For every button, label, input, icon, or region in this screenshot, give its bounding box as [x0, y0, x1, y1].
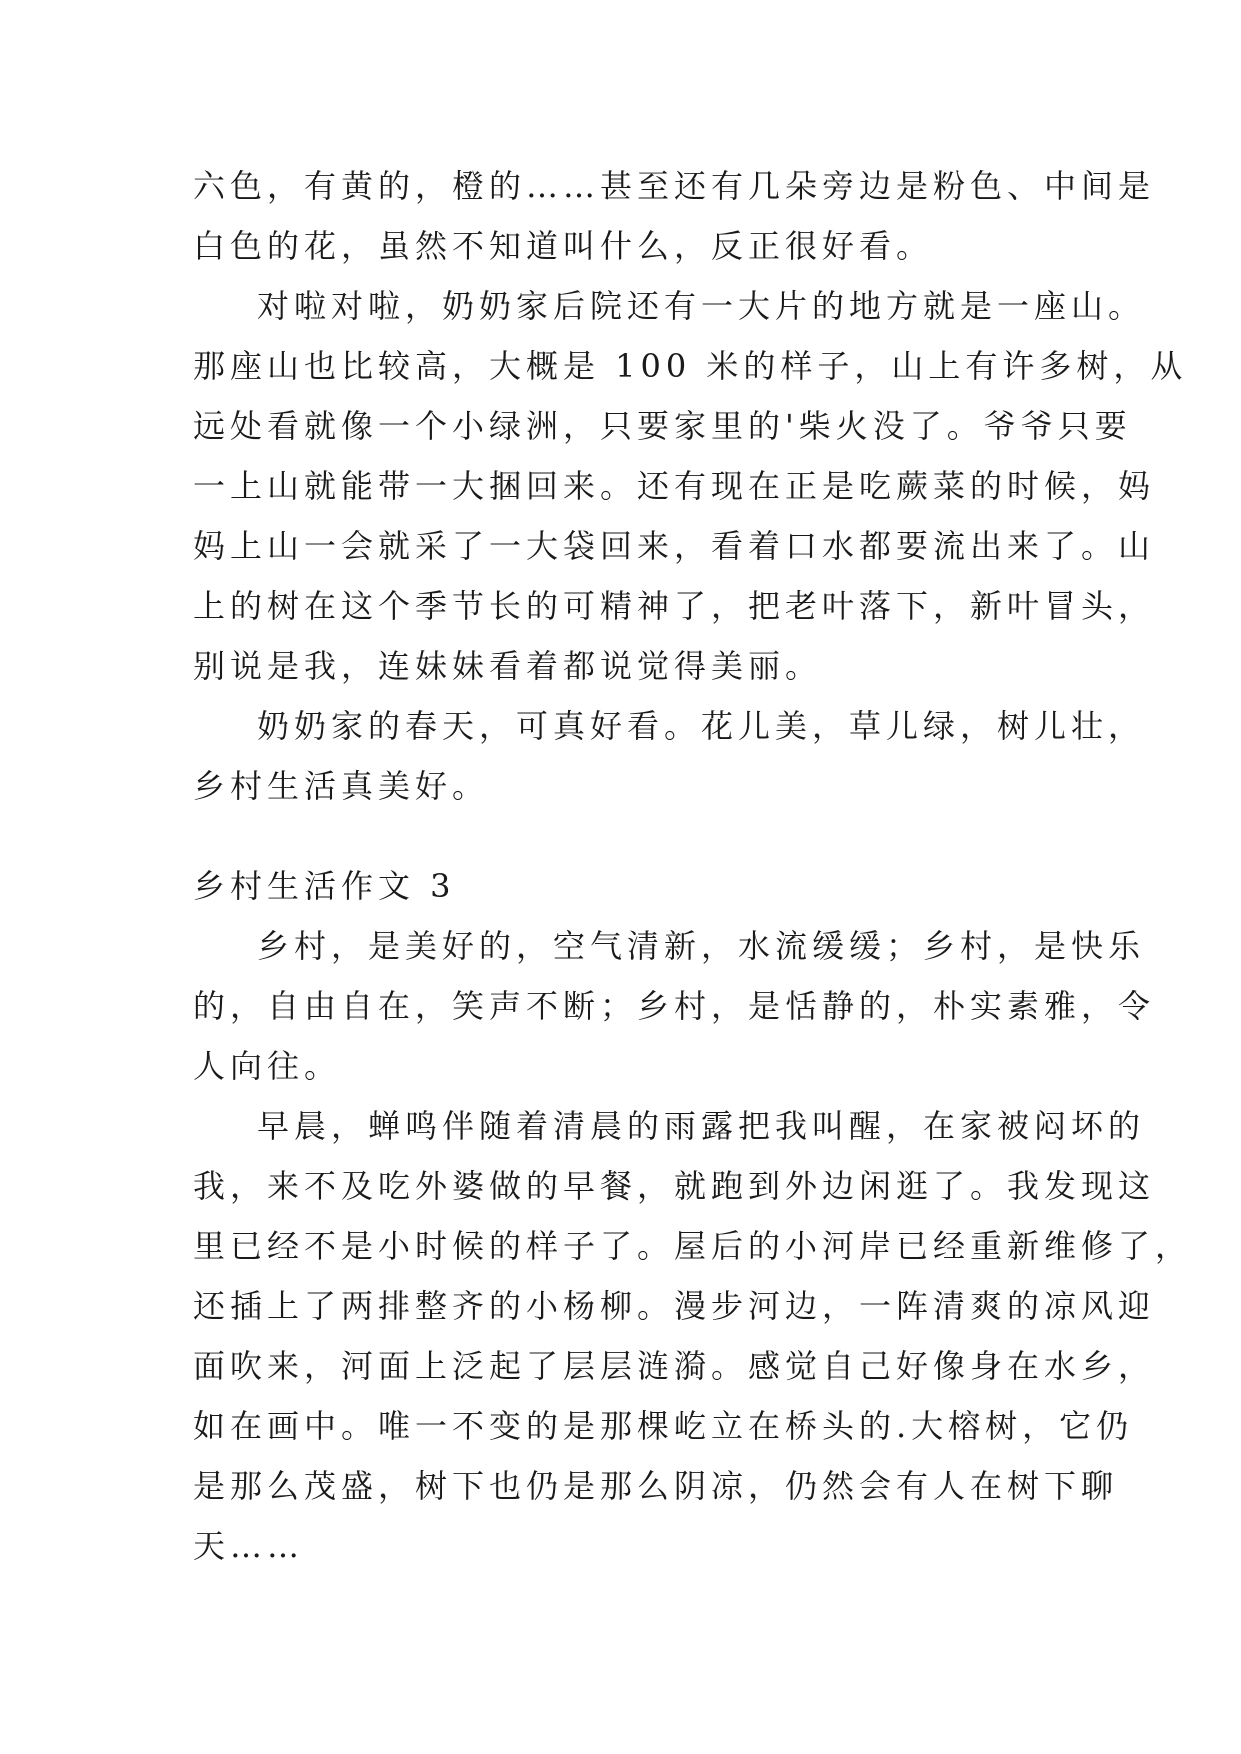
text-line: 别说是我，连妹妹看着都说觉得美丽。	[193, 647, 823, 685]
text-line: 里已经不是小时候的样子了。屋后的小河岸已经重新维修了，	[193, 1227, 1193, 1265]
text-line: 面吹来，河面上泛起了层层涟漪。感觉自己好像身在水乡，	[193, 1347, 1156, 1385]
text-line: 白色的花，虽然不知道叫什么，反正很好看。	[193, 227, 934, 265]
text-line: 那座山也比较高，大概是 100 米的样子，山上有许多树，从	[193, 347, 1188, 385]
text-line: 远处看就像一个小绿洲，只要家里的'柴火没了。爷爷只要	[193, 407, 1132, 445]
paragraph-first-line: 早晨，蝉鸣伴随着清晨的雨露把我叫醒，在家被闷坏的	[257, 1107, 1146, 1145]
paragraph-first-line: 对啦对啦，奶奶家后院还有一大片的地方就是一座山。	[257, 287, 1146, 325]
text-line: 还插上了两排整齐的小杨柳。漫步河边，一阵清爽的凉风迎	[193, 1287, 1156, 1325]
text-line: 六色，有黄的，橙的……甚至还有几朵旁边是粉色、中间是	[193, 167, 1156, 205]
paragraph-first-line: 奶奶家的春天，可真好看。花儿美，草儿绿，树儿壮，	[257, 707, 1146, 745]
text-line: 乡村生活真美好。	[193, 767, 490, 805]
text-line: 天……	[193, 1527, 305, 1565]
text-line: 一上山就能带一大捆回来。还有现在正是吃蕨菜的时候，妈	[193, 467, 1156, 505]
text-line: 是那么茂盛，树下也仍是那么阴凉，仍然会有人在树下聊	[193, 1467, 1119, 1505]
text-line: 的，自由自在，笑声不断；乡村，是恬静的，朴实素雅，令	[193, 987, 1156, 1025]
paragraph-first-line: 乡村，是美好的，空气清新，水流缓缓；乡村，是快乐	[257, 927, 1146, 965]
text-line: 妈上山一会就采了一大袋回来，看着口水都要流出来了。山	[193, 527, 1156, 565]
text-line: 我，来不及吃外婆做的早餐，就跑到外边闲逛了。我发现这	[193, 1167, 1156, 1205]
text-line: 人向往。	[193, 1047, 342, 1085]
section-heading: 乡村生活作文 3	[193, 867, 456, 905]
text-line: 如在画中。唯一不变的是那棵屹立在桥头的.大榕树，它仍	[193, 1407, 1134, 1445]
text-line: 上的树在这个季节长的可精神了，把老叶落下，新叶冒头，	[193, 587, 1156, 625]
